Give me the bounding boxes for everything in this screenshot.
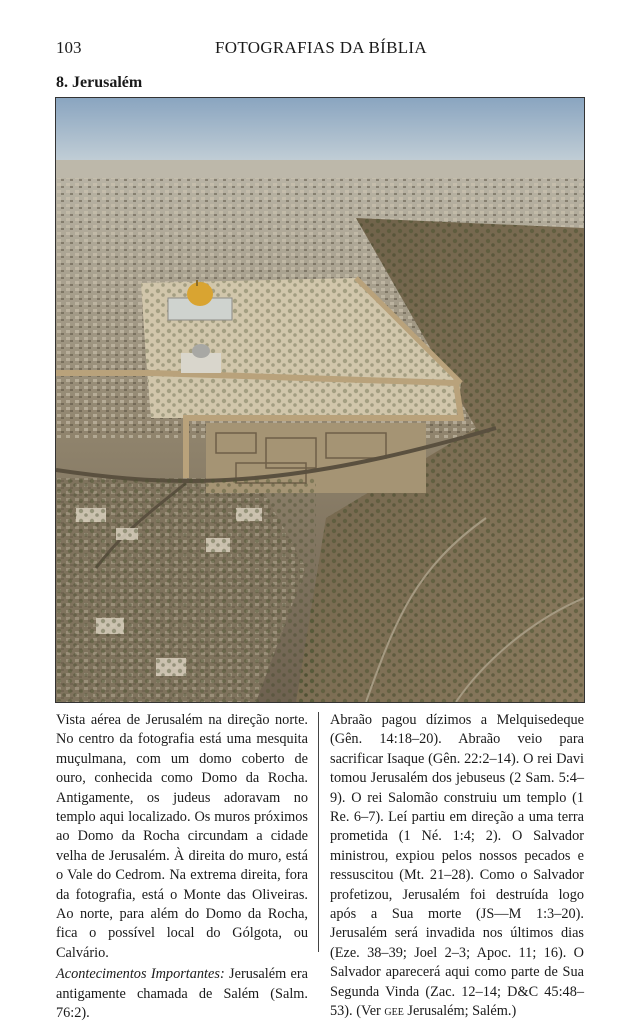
events-continued-text: Abraão pagou dízimos a Melquisedeque (Gên. 14:18–20). Abraão veio para sacrificar Isaque (Gên. 22:2–14). O rei Davi tomou Jerusalém dos jebuseus (2 Sam. 5:4–9). O rei Salomão construiu um templo (1 Re. 6–7). Leí partiu em direção a uma terra prometida (1 Né. 1:4; 2). O Salvador ministrou, expiou pelos nossos pecados e ressuscitou (Mt. 21–28). Como o Salvador profetizou, Jerusalém foi destruída logo após a Sua morte (JS—M 1:3–20). Jerusalém será invadida nos últimos dias (Eze. 38–39; Joel 2–3; Apoc. 11; 16). O Salvador aparecerá aqui como parte de Sua Segunda Vinda (Zac. 12–14; D&C 45:48–53). (Ver [330,712,584,1020]
caption-left-column [56,711,308,1024]
caption-right-column [330,711,584,1022]
column-divider [318,712,319,952]
photo-caption: Vista aérea de Jerusalém na direção norte. No centro da fotografia está uma mesquita muçulmana, com um domo coberto de ouro, conhecida como Domo da Rocha. Antigamente, os judeus adoravam no templo aqui localizado. Os muros próximos ao Domo da Rocha circundam a cidade velha de Jerusalém. À direita do muro, está o Vale do Cedrom. Na extrema direita, fora da fotografia, está o Monte das Oliveiras. Ao norte, para além do Domo da Rocha, fica o possível local do Gólgota, ou Calvário. [56,712,308,961]
events-paragraph [56,965,308,1023]
aerial-photo-jerusalem [55,97,585,703]
events-text: Jerusalém era antigamente chamada de Salém (Salm. 76:2). [56,966,308,1022]
events-continued-end: Jerusalém; Salém.) [403,1003,517,1020]
photo-illustration [56,98,584,702]
gee-reference: gee [384,1003,404,1020]
running-title: FOTOGRAFIAS DA BÍBLIA [215,38,427,57]
events-label: Acontecimentos Importantes: [56,966,225,983]
page-header [56,38,586,62]
page-number: 103 [56,38,82,57]
events-continued [330,711,584,1022]
section-title: 8. Jerusalém [56,74,143,91]
